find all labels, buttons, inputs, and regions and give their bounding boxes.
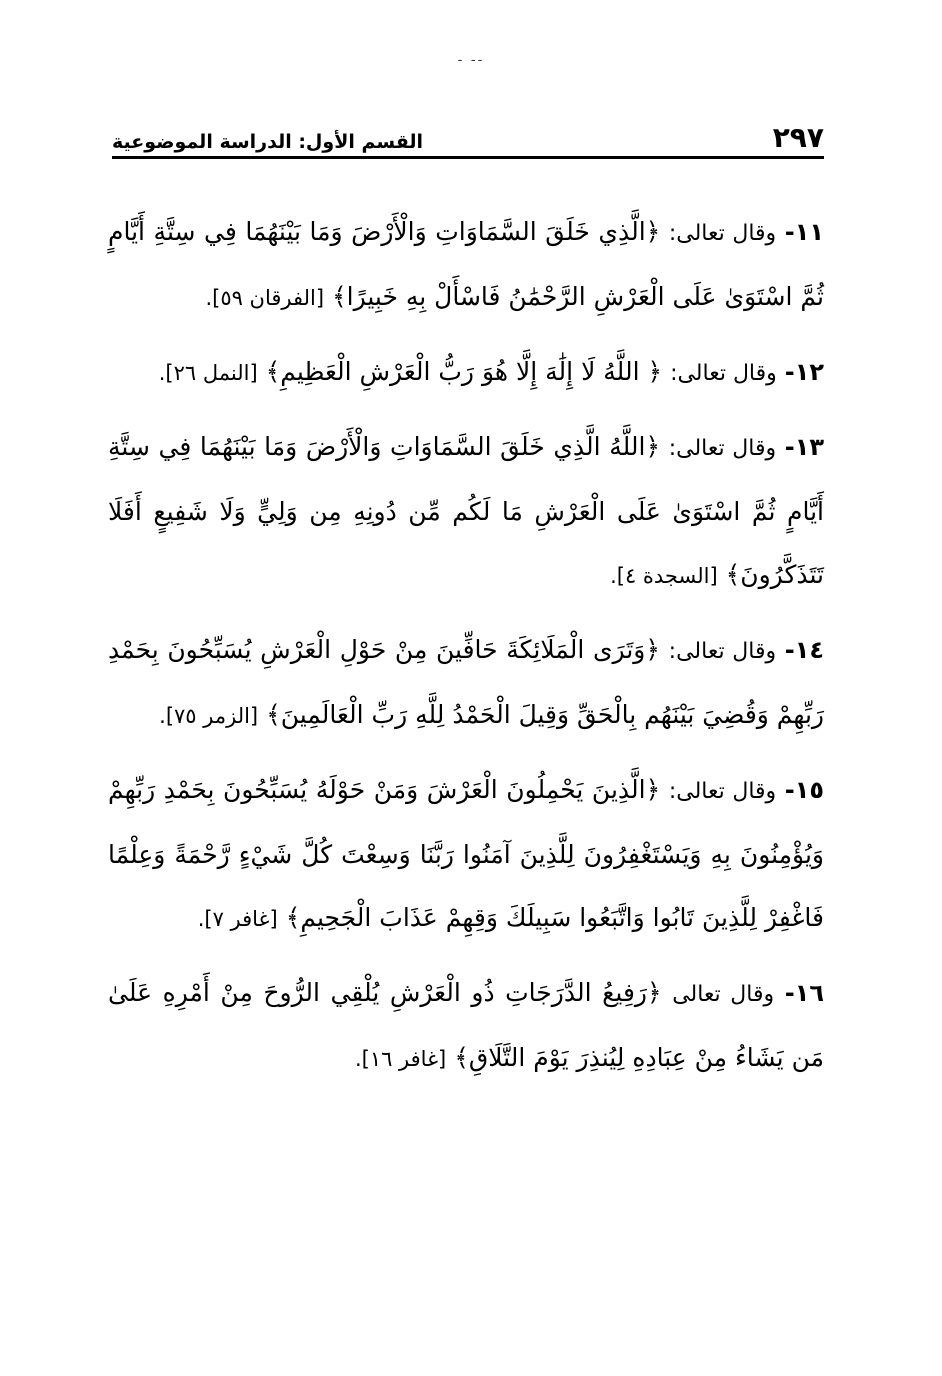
- quran-verse: ﴿الَّذِينَ يَحْمِلُونَ الْعَرْشَ وَمَنْ حَوْلَهُ يُسَبِّحُونَ بِحَمْدِ رَبِّهِمْ وَيُؤْمِنُونَ بِهِ وَيَسْتَغْفِرُونَ لِلَّذِينَ آمَنُوا رَبَّنَا وَسِعْتَ كُلَّ شَيْءٍ رَّحْمَةً وَعِلْمًا فَاغْفِرْ لِلَّذِينَ تَابُوا وَاتَّبَعُوا سَبِيلَكَ وَقِهِمْ عَذَابَ الْجَحِيمِ﴾: [108, 775, 824, 932]
- entry-11: [108, 200, 824, 330]
- entry-13: [108, 415, 824, 608]
- section-title: القسم الأول: الدراسة الموضوعية: [112, 131, 424, 153]
- entry-intro: وقال تعالى: [672, 982, 775, 1007]
- verse-citation: [غافر ١٦].: [354, 1047, 447, 1071]
- running-header: [112, 112, 824, 159]
- body-text: [108, 200, 824, 1101]
- quran-verse: ﴿وَتَرَى الْمَلَائِكَةَ حَافِّينَ مِنْ حَوْلِ الْعَرْشِ يُسَبِّحُونَ بِحَمْدِ رَبِّهِمْ وَقُضِيَ بَيْنَهُم بِالْحَقِّ وَقِيلَ الْحَمْدُ لِلَّهِ رَبِّ الْعَالَمِينَ﴾: [108, 635, 824, 729]
- entry-intro: وقال تعالى:: [668, 221, 777, 246]
- entry-number: ١٥-: [784, 776, 824, 804]
- entry-intro: وقال تعالى:: [668, 436, 777, 461]
- page-number: ٢٩٧: [772, 121, 824, 154]
- quran-verse: ﴿الَّذِي خَلَقَ السَّمَاوَاتِ وَالْأَرْضَ وَمَا بَيْنَهُمَا فِي سِتَّةِ أَيَّامٍ ثُمَّ اسْتَوَىٰ عَلَى الْعَرْشِ الرَّحْمَٰنُ فَاسْأَلْ بِهِ خَبِيرًا﴾: [108, 217, 824, 311]
- verse-citation: [الزمر ٧٥].: [159, 704, 259, 728]
- top-mark: - --: [457, 52, 485, 68]
- entry-intro: وقال تعالى:: [670, 361, 777, 386]
- entry-number: ١٣-: [784, 433, 825, 461]
- entry-intro: وقال تعالى:: [668, 639, 777, 664]
- entry-16: [108, 961, 824, 1091]
- entry-number: ١١-: [784, 218, 824, 246]
- quran-verse: ﴿ اللَّهُ لَا إِلَٰهَ إِلَّا هُوَ رَبُّ الْعَرْشِ الْعَظِيمِ﴾: [265, 357, 663, 386]
- verse-citation: [السجدة ٤].: [610, 564, 718, 588]
- entry-intro: وقال تعالى:: [668, 779, 777, 804]
- quran-verse: ﴿اللَّهُ الَّذِي خَلَقَ السَّمَاوَاتِ وَالْأَرْضَ وَمَا بَيْنَهُمَا فِي سِتَّةِ أَيَّامٍ ثُمَّ اسْتَوَىٰ عَلَى الْعَرْشِ مَا لَكُم مِّن دُونِهِ مِن وَلِيٍّ وَلَا شَفِيعٍ أَفَلَا تَتَذَكَّرُونَ﴾: [108, 432, 824, 589]
- entry-14: [108, 618, 824, 748]
- verse-citation: [غافر ٧].: [197, 907, 278, 931]
- entry-number: ١٢-: [784, 358, 824, 386]
- entry-number: ١٦-: [784, 979, 824, 1007]
- verse-citation: [النمل ٢٦].: [158, 361, 258, 385]
- entry-number: ١٤-: [784, 636, 825, 664]
- quran-verse: ﴿رَفِيعُ الدَّرَجَاتِ ذُو الْعَرْشِ يُلْقِي الرُّوحَ مِنْ أَمْرِهِ عَلَىٰ مَن يَشَاءُ مِنْ عِبَادِهِ لِيُنذِرَ يَوْمَ التَّلَاقِ﴾: [108, 978, 824, 1072]
- entry-12: [108, 340, 824, 405]
- verse-citation: [الفرقان ٥٩].: [205, 286, 325, 310]
- entry-15: [108, 758, 824, 951]
